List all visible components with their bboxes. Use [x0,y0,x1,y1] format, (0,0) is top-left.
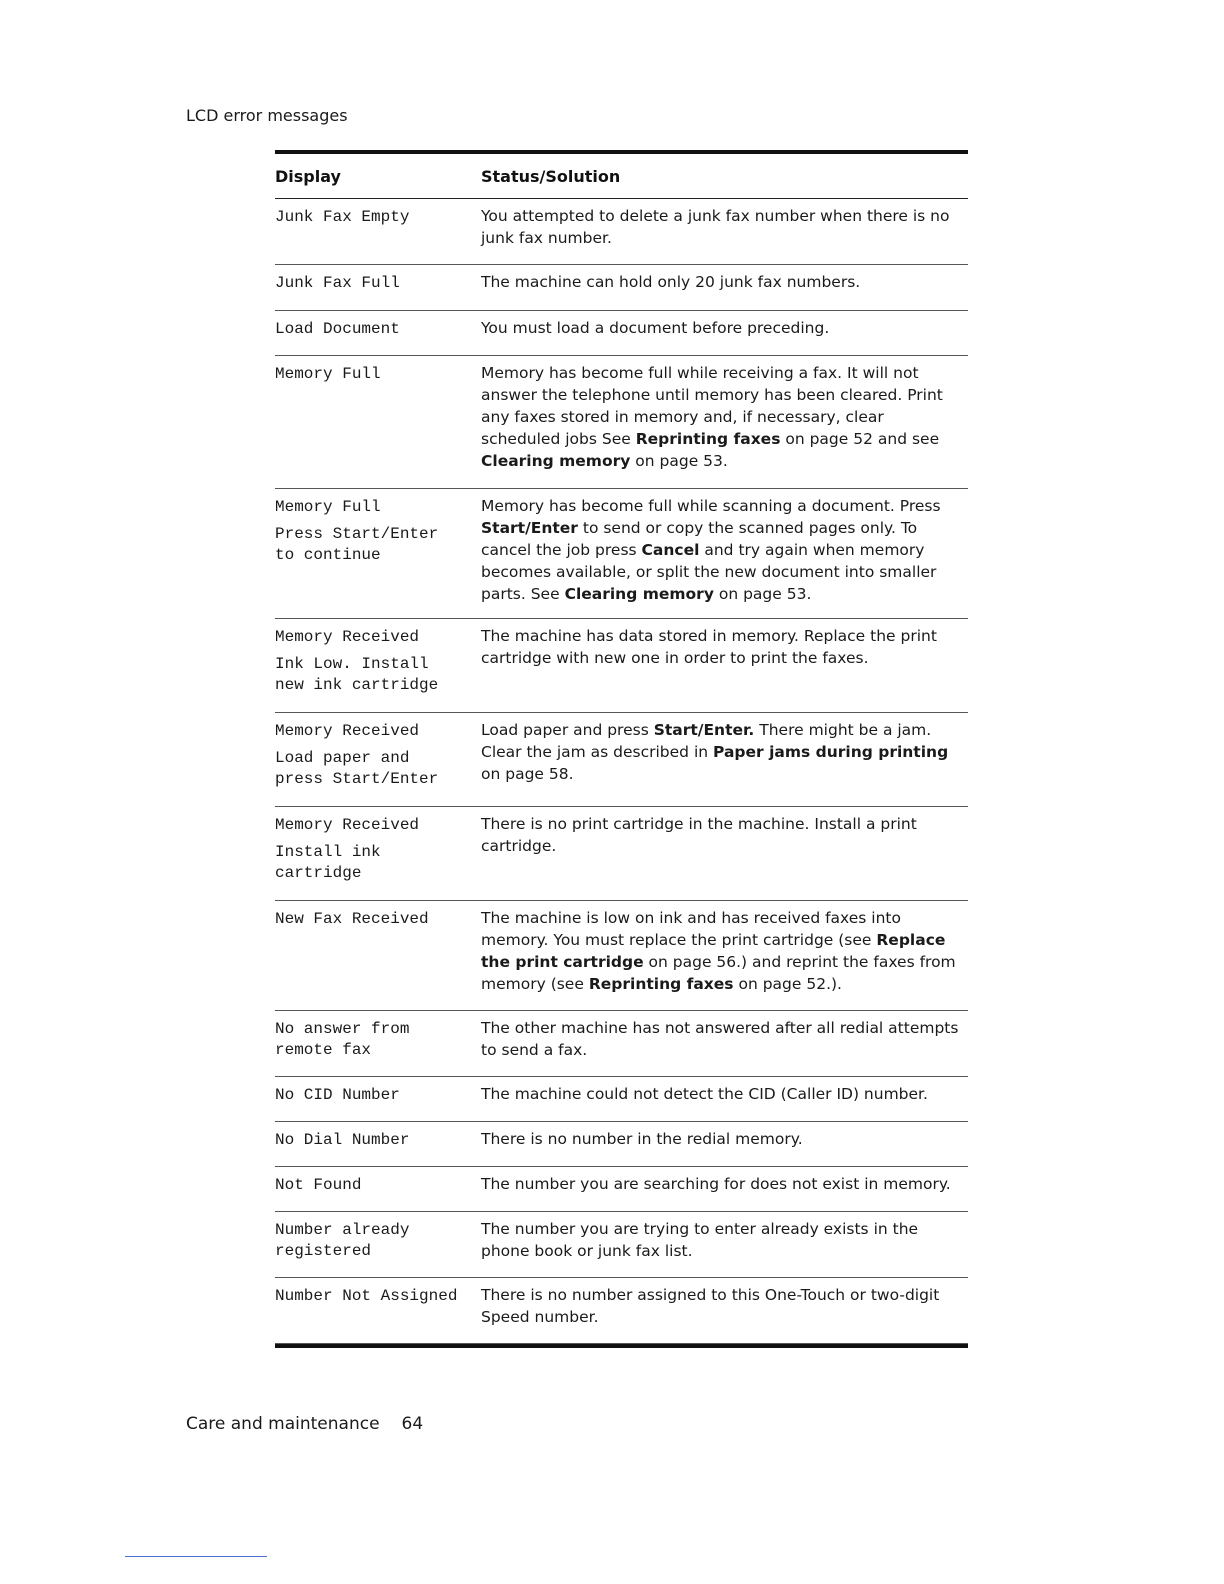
page-footer [186,1414,423,1434]
cross-reference: Start/Enter [481,519,578,537]
status-solution-text: The other machine has not answered after all redial attempts to send a fax. [481,1019,959,1059]
cross-reference: Clearing memory [564,585,714,603]
status-solution-text: The machine has data stored in memory. Replace the print cartridge with new one in order to print the faxes. [481,627,937,667]
error-message-table [275,150,968,1348]
status-text: and try again when memory becomes available, or split the new document into smaller parts. See [481,541,937,603]
lcd-display-text [275,362,481,391]
lcd-display-text [275,495,481,566]
cross-reference: Reprinting faxes [635,430,781,448]
status-text: on page 58. [481,765,574,783]
lcd-display-text [275,907,481,936]
lcd-line: Ink Low. Install new ink cartridge [275,655,439,694]
table-header [275,154,968,199]
lcd-line: Press Start/Enter to continue [275,525,439,564]
table-row [275,807,968,901]
lcd-line: Memory Received [275,628,420,646]
status-solution-text [481,719,968,785]
status-solution-text: There is no number in the redial memory. [481,1130,803,1148]
status-text: on page 53. [713,585,812,603]
status-text: on page 52 and see [780,430,940,448]
table-row [275,1212,968,1278]
lcd-display-text [275,317,481,346]
status-text: The machine is low on ink and has received faxes into memory. You must replace the print cartridge (see [481,909,901,949]
lcd-line: Junk Fax Empty [275,208,410,226]
cross-reference: Replace the print cartridge [481,931,946,971]
cross-reference: Paper jams during printing [713,743,949,761]
status-solution-text [481,907,968,995]
table-row [275,265,968,311]
header-display: Display [275,166,341,186]
status-text: Load paper and press [481,721,654,739]
table-row [275,489,968,619]
page-edge-line [125,1556,267,1557]
lcd-line: Not Found [275,1176,362,1194]
lcd-line: Load paper and press Start/Enter [275,749,439,788]
cross-reference: Cancel [641,541,700,559]
lcd-line: New Fax Received [275,910,429,928]
table-row [275,901,968,1011]
lcd-line: Junk Fax Full [275,274,400,292]
table-row [275,619,968,713]
header-status: Status/Solution [481,166,621,186]
lcd-line: Memory Full [275,498,381,516]
lcd-line: Memory Received [275,722,420,740]
status-text: to send or copy the scanned pages only. To cancel the job press [481,519,918,559]
lcd-line: Install ink cartridge [275,843,381,882]
lcd-display-text [275,1173,481,1202]
cross-reference: Reprinting faxes [588,975,734,993]
table-row [275,311,968,356]
lcd-line: No CID Number [275,1086,400,1104]
status-solution-text: There is no print cartridge in the machine. Install a print cartridge. [481,815,917,855]
status-text: on page 52.). [733,975,842,993]
lcd-display-text [275,625,481,696]
status-solution-text [481,495,968,605]
lcd-display-text [275,1128,481,1157]
table-row [275,713,968,807]
status-text: Memory has become full while receiving a fax. It will not answer the telephone until memory has been cleared. Print any faxes stored in memory and, if necessary, clear scheduled jobs See [481,364,943,448]
lcd-line: Memory Full [275,365,381,383]
status-solution-text [481,362,968,472]
table-row [275,1278,968,1344]
cross-reference: Start/Enter. [653,721,755,739]
lcd-display-text [275,271,481,300]
section-title: LCD error messages [186,106,348,125]
table-row [275,356,968,489]
lcd-display-text [275,1284,481,1313]
status-solution-text: You must load a document before preceding. [481,319,830,337]
lcd-line: Number already registered [275,1221,410,1260]
lcd-line: No answer from remote fax [275,1020,410,1059]
status-solution-text: There is no number assigned to this One-Touch or two-digit Speed number. [481,1286,940,1326]
lcd-line: Memory Received [275,816,420,834]
lcd-display-text [275,1017,481,1067]
status-text: There might be a jam. Clear the jam as described in [481,721,932,761]
lcd-display-text [275,1083,481,1112]
status-solution-text: The machine could not detect the CID (Caller ID) number. [481,1085,928,1103]
status-solution-text: The machine can hold only 20 junk fax numbers. [481,273,861,291]
lcd-display-text [275,205,481,234]
lcd-display-text [275,813,481,884]
status-text: on page 53. [630,452,728,470]
page-number: 64 [401,1414,424,1434]
status-solution-text: The number you are searching for does not exist in memory. [481,1175,951,1193]
table-row [275,199,968,265]
status-text: on page 56.) and reprint the faxes from memory (see [481,953,956,993]
lcd-line: No Dial Number [275,1131,410,1149]
lcd-line: Load Document [275,320,400,338]
footer-section: Care and maintenance [186,1414,380,1434]
lcd-display-text [275,1218,481,1268]
lcd-display-text [275,719,481,790]
status-text: Memory has become full while scanning a document. Press [481,497,941,515]
lcd-line: Number Not Assigned [275,1287,458,1305]
table-bottom-rule [275,1344,968,1348]
table-body [275,199,968,1344]
table-row [275,1077,968,1122]
status-solution-text: The number you are trying to enter already exists in the phone book or junk fax list. [481,1220,919,1260]
table-row [275,1167,968,1212]
cross-reference: Clearing memory [481,452,631,470]
table-row [275,1122,968,1167]
status-solution-text: You attempted to delete a junk fax number when there is no junk fax number. [481,207,950,247]
table-row [275,1011,968,1077]
